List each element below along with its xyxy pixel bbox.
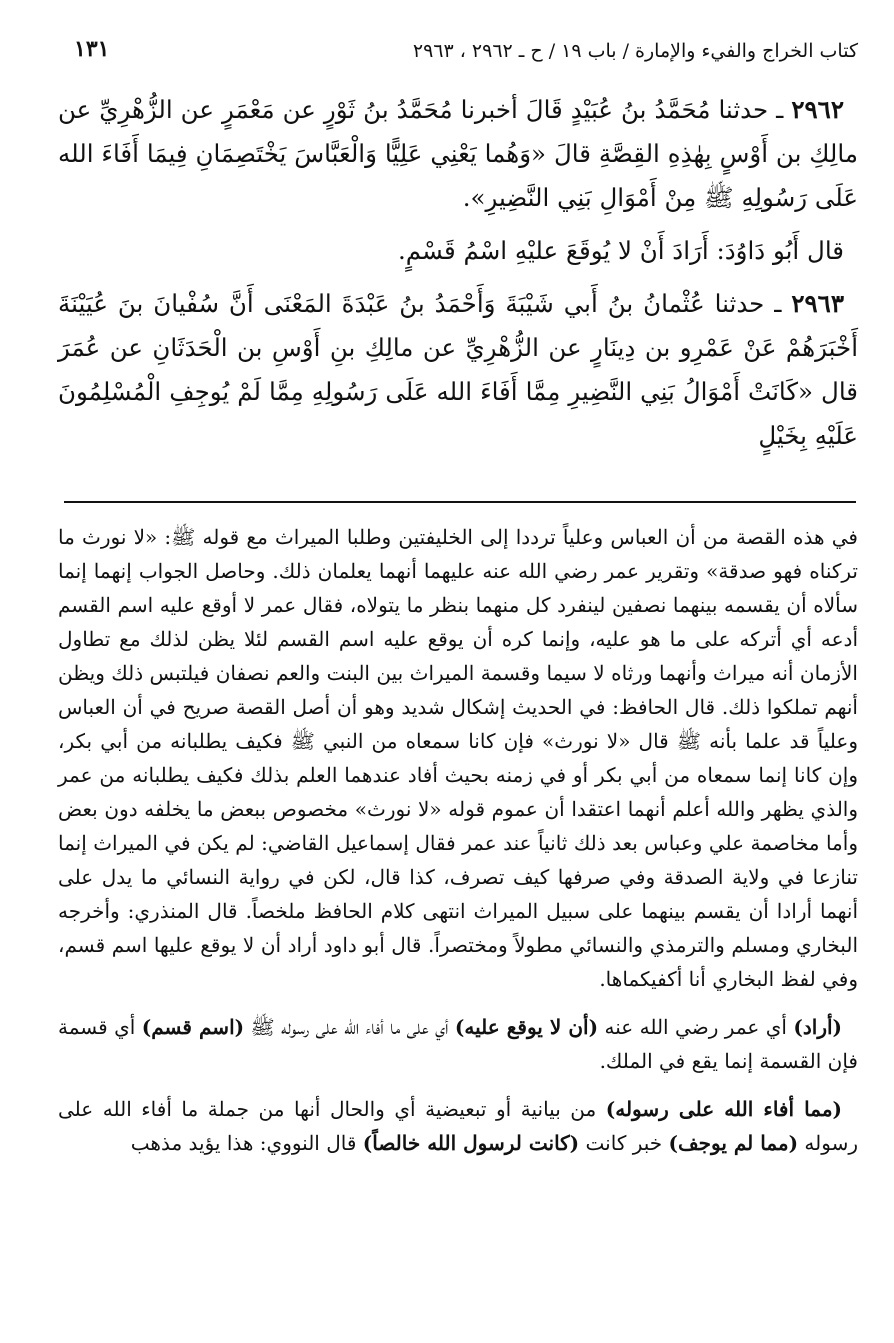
hadith-number: ٢٩٦٢ xyxy=(791,95,844,124)
running-title: كتاب الخراج والفيء والإمارة / باب ١٩ / ح ـ ٢٩٦٢ ، ٢٩٦٣ xyxy=(412,40,858,62)
hadith-2962 xyxy=(58,88,858,220)
book-page xyxy=(58,30,858,1320)
running-header xyxy=(58,30,858,74)
hadith-2963 xyxy=(58,282,858,458)
commentary-text: قال النووي: هذا يؤيد مذهب xyxy=(130,1131,363,1155)
bold-term: (أراد) xyxy=(793,1015,843,1039)
hadith-number: ٢٩٦٣ xyxy=(791,289,844,318)
page-number: ١٣١ xyxy=(74,36,110,62)
commentary-text: أي عمر رضي الله عنه xyxy=(598,1015,794,1039)
hadith-text xyxy=(58,88,858,467)
bold-term: (كانت لرسول الله خالصاً) xyxy=(362,1131,580,1155)
commentary-text: أي قسمة فإن القسمة إنما يقع في الملك. xyxy=(58,1015,858,1073)
bold-term: (اسم قسم) xyxy=(141,1015,245,1039)
bold-term: (مما أفاء الله على رسوله) xyxy=(605,1097,842,1121)
commentary-text: أي على ما أفاء الله على رسوله ﷺ xyxy=(244,1015,455,1039)
commentary xyxy=(58,520,858,1174)
commentary-text: من بيانية أو تبعيضية أي والحال أنها من جملة ما أفاء الله على رسوله xyxy=(58,1097,858,1155)
bold-term: (أن لا يوقع عليه) xyxy=(454,1015,599,1039)
bold-term: (مما لم يوجف) xyxy=(668,1131,799,1155)
hadith-body: ـ حدثنا عُثْمانُ بنُ أَبي شَيْبَةَ وَأَحْمَدُ بنُ عَبْدَةَ المَعْنَى أَنَّ سُفْيانَ بنَ عُيَيْنَةَ أَخْبَرَهُمْ عَنْ عَمْرِو بن دِينَارٍ عن الزُّهْرِيِّ عن مالِكِ بنِ أَوْسِ بن الْحَدَثَانِ عن عُمَرَ قال «كَانَتْ أَمْوَالُ بَنِي النَّضِيرِ مِمَّا أَفَاءَ الله عَلَى رَسُولِهِ مِمَّا لَمْ يُوجِفِ الْمُسْلِمُونَ عَلَيْهِ بِخَيْلٍ xyxy=(58,289,858,450)
footnote-divider xyxy=(64,501,856,503)
hadith-body: ـ حدثنا مُحَمَّدُ بنُ عُبَيْدٍ قَالَ أخبرنا مُحَمَّدُ بنُ ثَوْرٍ عن مَعْمَرٍ عن الزُّهْرِيِّ عن مالِكِ بن أَوْسٍ بِهٰذِهِ القِصَّةِ قالَ «وَهُما يَعْنِي عَلِيًّا وَالْعَبَّاسَ يَخْتَصِمَانِ فِيمَا أَفَاءَ الله عَلَى رَسُولِهِ ﷺ مِنْ أَمْوَالِ بَنِي النَّضِيرِ». xyxy=(58,95,858,212)
commentary-paragraph: في هذه القصة من أن العباس وعلياً ترددا إلى الخليفتين وطلبا الميراث مع قوله ﷺ: «لا نورث ما تركناه فهو صدقة» وتقرير عمر رضي الله عنه عليهما أنهما يعلمان ذلك. وحاصل الجواب إنهما إنما سألاه أن يقسمه بينهما نصفين لينفرد كل منهما بنظر ما يتولاه، فقال عمر لا أوقع عليه اسم القسم أدعه أي أتركه على ما هو عليه، وإنما كره أن يوقع عليه اسم القسم لئلا يظن لذلك مع تطاول الأزمان أنه ميراث وأنهما ورثاه لا سيما وقسمة الميراث بين البنت والعم نصفان فيلتبس ذلك ويظن أنهم تملكوا ذلك. قال الحافظ: في الحديث إشكال شديد وهو أن أصل القصة صريح في أن العباس وعلياً قد علما بأنه ﷺ قال «لا نورث» فإن كانا سمعاه من النبي ﷺ فكيف يطلبانه من أبي بكر، وإن كانا إنما سمعاه من أبي بكر أو في زمنه بحيث أفاد عندهما العلم بذلك فكيف يطلبانه من عمر والذي يظهر والله أعلم أنهما اعتقدا أن عموم قوله «لا نورث» مخصوص ببعض ما يخلفه دون بعض وأما مخاصمة علي وعباس بعد ذلك ثانياً عند عمر فقال إسماعيل القاضي: لم يكن في الميراث إنما تنازعا في ولاية الصدقة وفي صرفها كيف تصرف، كذا قال، لكن في رواية النسائي ما يدل على أنهما أرادا أن يقسم بينهما على سبيل الميراث انتهى كلام الحافظ ملخصاً. قال المنذري: وأخرجه البخاري ومسلم والترمذي والنسائي مطولاً ومختصراً. قال أبو داود أراد أن لا يوقع عليها اسم قسم، وفي لفظ البخاري أنا أكفيكماها. xyxy=(58,525,859,991)
commentary-paragraph xyxy=(58,1092,858,1160)
commentary-paragraph xyxy=(58,1010,858,1078)
commentary-text: خبر كانت xyxy=(579,1131,669,1155)
abu-dawud-note: قال أَبُو دَاوُدَ: أَرَادَ أَنْ لا يُوقَعَ عليْهِ اسْمُ قَسْمٍ. xyxy=(398,236,844,265)
